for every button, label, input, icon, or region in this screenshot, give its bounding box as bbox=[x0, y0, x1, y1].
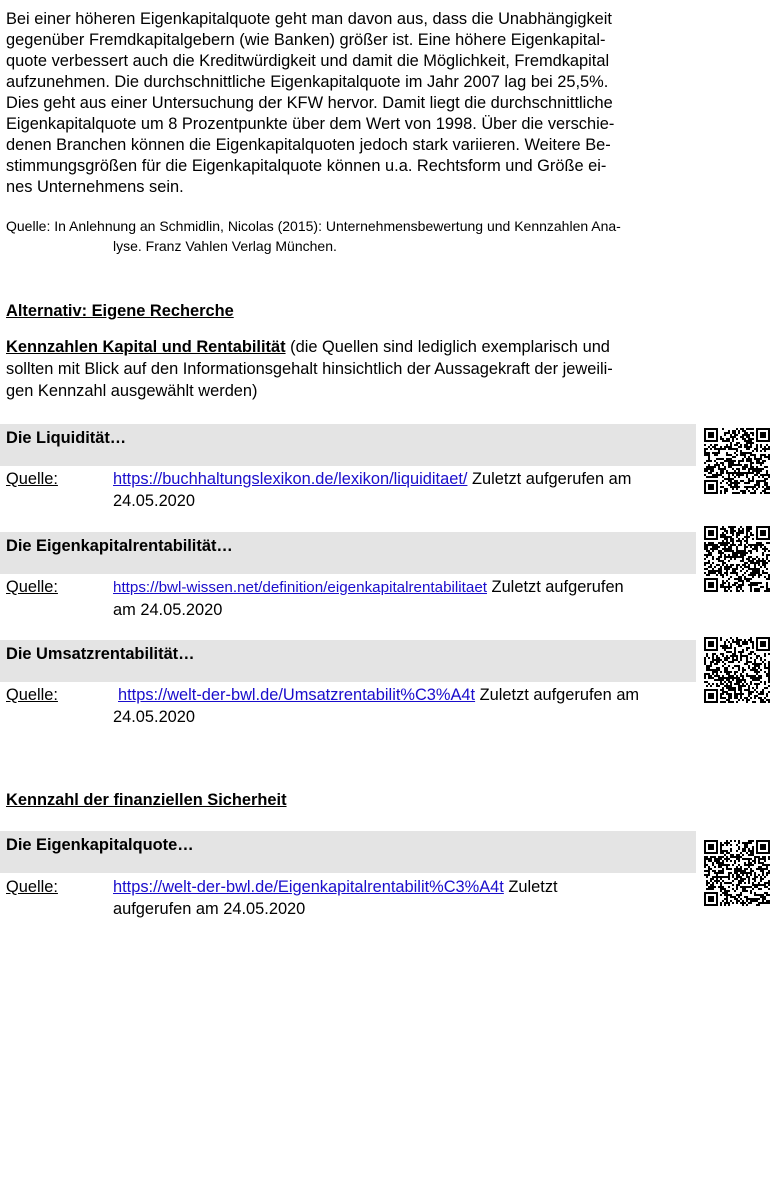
quelle-label: Quelle: bbox=[6, 578, 58, 596]
accessed-date: 24.05.2020 bbox=[113, 708, 196, 726]
intro-line: quote verbessert auch die Kreditwürdigkeit und damit die Möglichkeit, Fremdkapital bbox=[6, 52, 610, 70]
accessed-date: 24.05.2020 bbox=[113, 492, 196, 510]
quelle-label: Quelle: bbox=[6, 470, 58, 488]
subheading-line3: gen Kennzahl ausgewählt werden) bbox=[6, 382, 258, 400]
source-text-eigenkapitalrentabilitaet bbox=[113, 576, 693, 621]
accessed-date: aufgerufen am 24.05.2020 bbox=[113, 900, 306, 918]
intro-line: aufzunehmen. Die durchschnittliche Eigenkapitalquote im Jahr 2007 lag bei 25,5%. bbox=[6, 73, 609, 91]
intro-line: Eigenkapitalquote um 8 Prozentpunkte über dem Wert von 1998. Über die verschie- bbox=[6, 115, 615, 133]
subheading-line2: sollten mit Blick auf den Informationsgehalt hinsichtlich der Aussagekraft der jeweili- bbox=[6, 360, 613, 378]
qr-code-icon bbox=[704, 428, 770, 494]
section-title-eigenkapitalquote: Die Eigenkapitalquote… bbox=[0, 831, 696, 873]
source-text-liquiditaet bbox=[113, 468, 693, 512]
accessed-text: Zuletzt aufgerufen bbox=[487, 578, 624, 596]
source-link-eigenkapitalrentabilitaet[interactable]: https://bwl-wissen.net/definition/eigenkapitalrentabilitaet bbox=[113, 579, 487, 596]
subheading-paragraph bbox=[6, 336, 690, 402]
subheading-bold: Kennzahlen Kapital und Rentabilität bbox=[6, 338, 286, 356]
accessed-date: am 24.05.2020 bbox=[113, 601, 223, 619]
quelle-label: Quelle: bbox=[6, 878, 58, 896]
source-note-line2: lyse. Franz Vahlen Verlag München. bbox=[113, 237, 337, 254]
heading-alternative: Alternativ: Eigene Recherche bbox=[6, 302, 234, 320]
accessed-text: Zuletzt bbox=[503, 878, 558, 896]
accessed-text: Zuletzt aufgerufen am bbox=[467, 470, 632, 488]
intro-paragraph bbox=[6, 9, 690, 198]
intro-line: denen Branchen können die Eigenkapitalquoten jedoch stark variieren. Weitere Be- bbox=[6, 136, 611, 154]
intro-line: stimmungsgrößen für die Eigenkapitalquote können u.a. Rechtsform und Größe ei- bbox=[6, 157, 607, 175]
source-note-line1: Quelle: In Anlehnung an Schmidlin, Nicolas (2015): Unternehmensbewertung und Kennzahlen Ana- bbox=[6, 218, 621, 234]
source-text-umsatzrentabilitaet bbox=[113, 684, 693, 728]
subheading-line1 bbox=[6, 336, 690, 358]
section-title-liquiditaet: Die Liquidität… bbox=[0, 424, 696, 466]
intro-line: Bei einer höheren Eigenkapitalquote geht man davon aus, dass die Unabhängigkeit bbox=[6, 10, 612, 28]
heading-security: Kennzahl der finanziellen Sicherheit bbox=[6, 791, 287, 809]
intro-line: nes Unternehmens sein. bbox=[6, 178, 184, 196]
accessed-text: Zuletzt aufgerufen am bbox=[475, 686, 640, 704]
source-text-eigenkapitalquote bbox=[113, 876, 693, 920]
section-title-eigenkapitalrentabilitaet: Die Eigenkapitalrentabilität… bbox=[0, 532, 696, 574]
subheading-line1-rest: (die Quellen sind lediglich exemplarisch und bbox=[285, 338, 610, 356]
qr-code-icon bbox=[704, 637, 770, 703]
source-link-eigenkapitalquote[interactable]: https://welt-der-bwl.de/Eigenkapitalrentabilit%C3%A4t bbox=[113, 878, 504, 896]
intro-line: Dies geht aus einer Untersuchung der KFW hervor. Damit liegt die durchschnittliche bbox=[6, 94, 613, 112]
source-note bbox=[6, 217, 696, 256]
quelle-label: Quelle: bbox=[6, 686, 58, 704]
qr-code-icon bbox=[704, 526, 770, 592]
source-link-umsatzrentabilitaet[interactable]: https://welt-der-bwl.de/Umsatzrentabilit%C3%A4t bbox=[118, 686, 476, 704]
source-link-liquiditaet[interactable]: https://buchhaltungslexikon.de/lexikon/liquiditaet/ bbox=[113, 470, 468, 488]
qr-code-icon bbox=[704, 840, 770, 906]
intro-line: gegenüber Fremdkapitalgebern (wie Banken) größer ist. Eine höhere Eigenkapital- bbox=[6, 31, 606, 49]
section-title-umsatzrentabilitaet: Die Umsatzrentabilität… bbox=[0, 640, 696, 682]
